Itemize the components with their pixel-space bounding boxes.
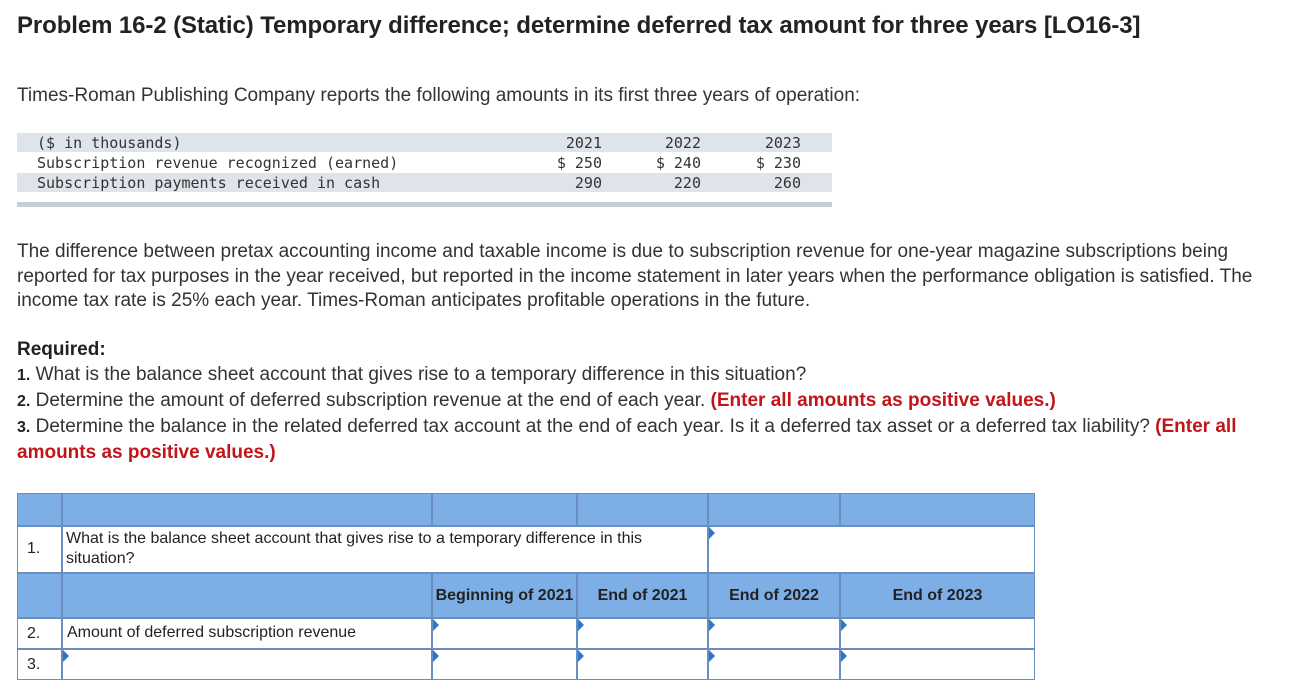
item-number: 3.	[17, 419, 31, 436]
deferred-tax-beginning-2021-input[interactable]	[432, 649, 577, 680]
row-label: Subscription payments received in cash	[37, 174, 381, 192]
grid-header-blank	[708, 493, 840, 526]
column-header-end-2023: End of 2023	[840, 573, 1035, 618]
deferred-revenue-beginning-2021-input[interactable]	[432, 618, 577, 649]
required-item-3	[17, 414, 1292, 465]
row-value: $ 250	[556, 154, 602, 172]
grid-header-blank	[17, 573, 62, 618]
column-header-beginning-2021: Beginning of 2021	[432, 573, 577, 618]
problem-title: Problem 16-2 (Static) Temporary difference; determine deferred tax amount for three years [LO16-3]	[17, 12, 1141, 39]
item-text: Determine the balance in the related deferred tax account at the end of each year. Is it a deferred tax asset or a deferred tax liability?	[35, 416, 1150, 437]
row-2-label: Amount of deferred subscription revenue	[62, 618, 432, 649]
required-section	[17, 337, 1292, 465]
deferred-tax-end-2023-input[interactable]	[840, 649, 1035, 680]
grid-header-blank	[432, 493, 577, 526]
row-number: 2.	[17, 618, 62, 649]
grid-header-blank	[62, 493, 432, 526]
input-marker-icon	[709, 619, 715, 631]
year-header: 2023	[764, 134, 801, 152]
row-number: 3.	[17, 649, 62, 680]
row-value: $ 230	[755, 154, 801, 172]
intro-text: Times-Roman Publishing Company reports the following amounts in its first three years of operation:	[17, 85, 861, 106]
row-value: $ 240	[655, 154, 701, 172]
input-marker-icon	[433, 619, 439, 631]
deferred-tax-account-select[interactable]	[62, 649, 432, 680]
row-label: Subscription revenue recognized (earned)	[37, 154, 399, 172]
input-marker-icon	[709, 650, 715, 662]
deferred-tax-end-2021-input[interactable]	[577, 649, 708, 680]
data-table	[17, 133, 832, 208]
data-table-row	[17, 153, 832, 173]
column-header-end-2021: End of 2021	[577, 573, 708, 618]
units-label: ($ in thousands)	[37, 134, 182, 152]
question-1-text: What is the balance sheet account that gives rise to a temporary difference in this situation?	[62, 526, 708, 573]
data-table-bottom-rule	[17, 202, 832, 207]
required-item-2	[17, 388, 1292, 414]
deferred-tax-end-2022-input[interactable]	[708, 649, 840, 680]
year-header: 2022	[664, 134, 701, 152]
answer-grid	[17, 493, 1035, 680]
row-value: 260	[773, 174, 801, 192]
input-marker-icon	[709, 527, 715, 539]
input-marker-icon	[433, 650, 439, 662]
deferred-revenue-end-2021-input[interactable]	[577, 618, 708, 649]
grid-header-blank	[17, 493, 62, 526]
item-text: Determine the amount of deferred subscription revenue at the end of each year.	[35, 390, 706, 411]
input-marker-icon	[578, 619, 584, 631]
input-marker-icon	[841, 650, 847, 662]
grid-header-blank	[62, 573, 432, 618]
instruction-note: (Enter all amounts as positive values.)	[710, 390, 1056, 411]
item-number: 1.	[17, 367, 31, 384]
deferred-revenue-end-2023-input[interactable]	[840, 618, 1035, 649]
input-marker-icon	[578, 650, 584, 662]
question-1-answer-input[interactable]	[708, 526, 1035, 573]
column-header-end-2022: End of 2022	[708, 573, 840, 618]
deferred-revenue-end-2022-input[interactable]	[708, 618, 840, 649]
item-number: 2.	[17, 393, 31, 410]
row-number: 1.	[17, 526, 62, 573]
required-heading: Required:	[17, 339, 106, 360]
problem-description: The difference between pretax accounting income and taxable income is due to subscription revenue for one-year magazine subscriptions being reported for tax purposes in the year received, but reported in the income statement in later years when the performance obligation is satisfied. The income tax rate is 25% each year. Times-Roman anticipates profitable operations in the future.	[17, 241, 1253, 311]
instruction-note: (Enter all amounts as positive values.)	[17, 416, 1237, 463]
data-table-row	[17, 173, 832, 193]
data-table-header-row	[17, 133, 832, 153]
year-header: 2021	[565, 134, 602, 152]
input-marker-icon	[63, 650, 69, 662]
required-item-1	[17, 362, 1292, 388]
item-text: What is the balance sheet account that gives rise to a temporary difference in this situation?	[35, 364, 807, 385]
grid-header-blank	[840, 493, 1035, 526]
row-value: 220	[673, 174, 701, 192]
input-marker-icon	[841, 619, 847, 631]
grid-header-blank	[577, 493, 708, 526]
row-value: 290	[574, 174, 602, 192]
